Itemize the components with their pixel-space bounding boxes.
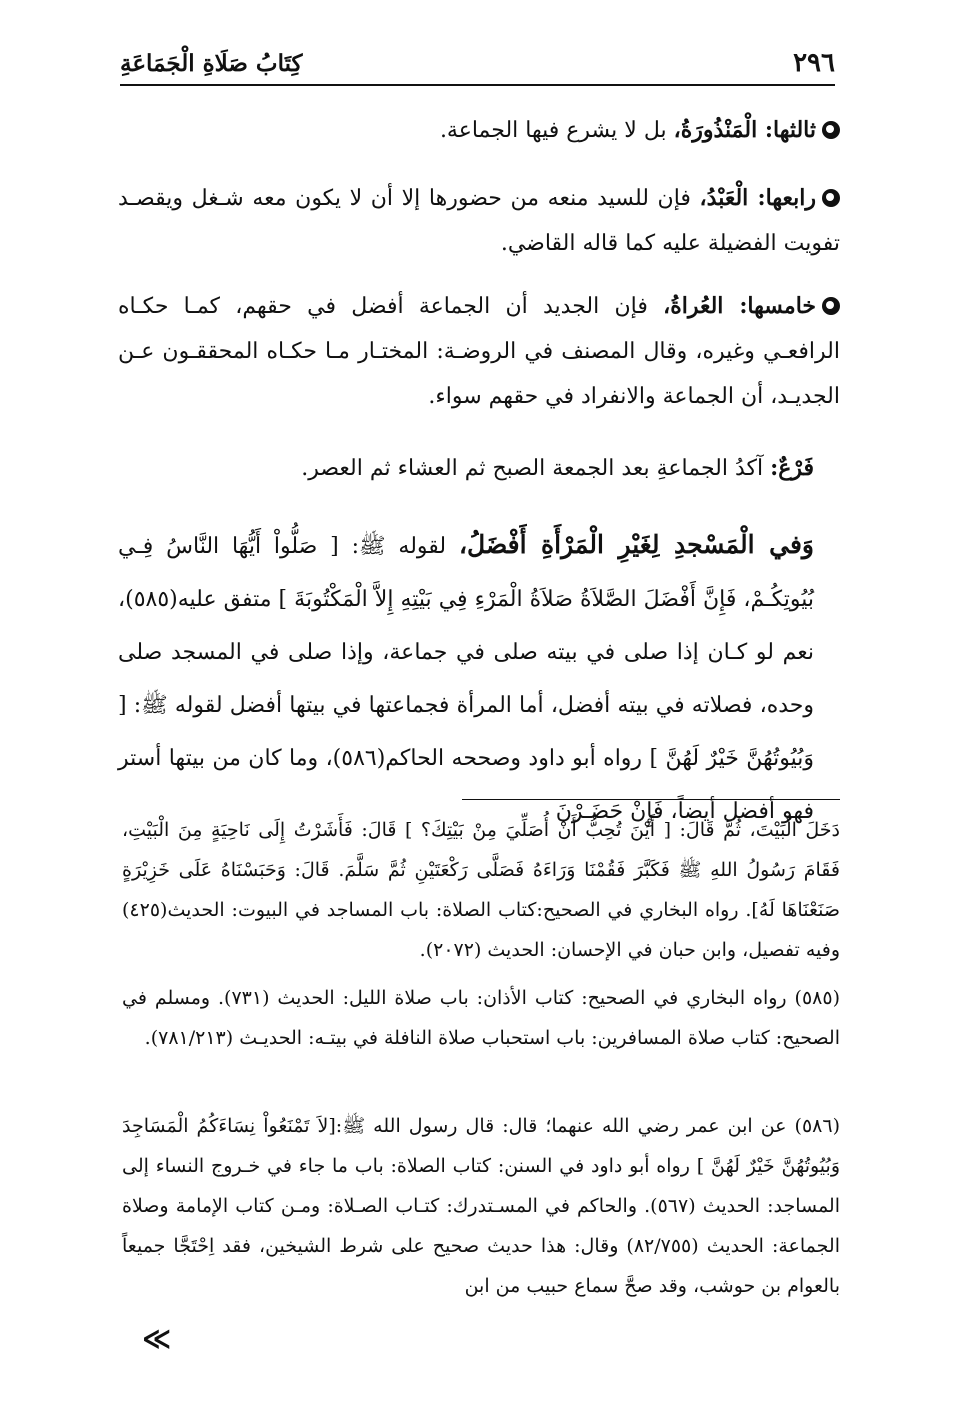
branch-text: آكدُ الجماعةِ بعد الجمعة الصبح ثم العشاء ثم العصر.: [301, 456, 771, 481]
header-rule: [120, 84, 835, 86]
item-label: خامسها: العُراةُ،: [663, 293, 816, 319]
paragraph-item-5: [118, 284, 840, 419]
footnote-585: (٥٨٥) رواه البخاري في الصحيح: كتاب الأذان: باب صلاة الليل: الحديث (٧٣١). ومسلم في الصحيح: كتاب صلاة المسافرين: باب استحباب صلاة النافلة في بيتـه: الحديـث (٧٨١/٢١٣).: [122, 987, 840, 1049]
item-label: رابعها: الْعَبْدُ،: [699, 185, 816, 211]
branch-label: فَرْعٌ:: [770, 455, 814, 481]
page-number: ٢٩٦: [793, 48, 835, 78]
paragraph-branch: [118, 446, 840, 491]
continuation-arrow-icon: ≪: [142, 1322, 172, 1355]
footnote-continued: دَخَلَ الْبَيْتَ، ثُمَّ قَالَ: [ أَيْنَ تُحِبُّ أَنْ أُصَلِّيَ مِنْ بَيْتِكَ؟ ] قَالَ: فَأَشَرْتُ إِلَى نَاحِيَةٍ مِنَ الْبَيْتِ، فَقَامَ رَسُولُ اللهِ ﷺ فَكَبَّرَ فَقُمْنَا وَرَاءَهُ فَصَلَّى رَكْعَتَيْنِ ثُمَّ سَلَّمَ. قَالَ: وَحَبَسْنَاهُ عَلَى خَزِيْرَةٍ صَنَعْنَاهَا لَهُ]. رواه البخاري في الصحيح:كتاب الصلاة: باب المساجد في البيوت: الحديث(٤٢٥) وفيه تفصيل، وابن حبان في الإحسان: الحديث (٢٠٧٢).: [122, 819, 840, 961]
item-text: فإن للسيد منعه من حضورها إلا أن لا يكون معه شـغل ويقصـد تفويت الفضيلة عليه كما قاله القاضي.: [118, 186, 840, 256]
paragraph-item-3: [118, 108, 840, 153]
bullet-icon: [822, 121, 840, 139]
paragraph-item-4: [118, 176, 840, 266]
footnote-divider: [462, 799, 840, 800]
bullet-icon: [822, 297, 840, 315]
item-text: فإن الجديد أن الجماعة أفضل في حقهم، كمـا حكـاه الرافعـي وغيره، وقال المصنف في الروضـة: المختـار مـا حكـاه المحققـون عـن الجديـد، أن الجماعة والانفراد في حقهم سواء.: [118, 294, 840, 409]
item-label: ثالثها: الْمَنْذُورَةُ،: [673, 117, 816, 143]
main-text: لقوله ﷺ: [ صَلُّواْ أَيُّهَا النَّاسُ فِـي بُيُوتِكُـمْ، فَإِنَّ أَفْضَلَ الصَّلاَةُ صَلاَةُ الْمَرْءِ فِي بَيْتِهِ إِلاَّ الْمَكْتُوبَةَ ] متفق عليه(٥٨٥)، نعم لو كـان إذا صلى في بيته صلى في جماعة، وإذا صلى في المسجد صلى وحده، فصلاته في بيته أفضل، أما المرأة فجماعتها في بيتها أفضل لقوله ﷺ: [ وَبُيُوتُهُنَّ خَيْرٌ لَهُنَّ ] رواه أبو داود وصححه الحاكم(٥٨٦)، وما كان من بيتها أستر فهو أفضل أيضاً، فَإِنْ حَضَـرْنَ: [118, 534, 815, 824]
running-title: كِتَابُ صَلَاةِ الْجَمَاعَةِ: [120, 50, 303, 77]
main-heading: وَفي الْمَسْجدِ لِغَيْرِ الْمَرْأَةِ أَفْضَلُ،: [458, 530, 814, 559]
footnote-586: (٥٨٦) عن ابن عمر رضي الله عنهما؛ قال: قال رسول الله ﷺ:[لاَ تَمْنَعُواْ نِسَاءَكُمُ الْمَسَاجِدَ وَبُيُوتُهُنَّ خَيْرٌ لَهُنَّ ] رواه أبو داود في السنن: كتاب الصلاة: باب ما جاء في خـروج النساء إلى المساجد: الحديث (٥٦٧). والحاكم في المسـتدرك: كتـاب الصـلاة: ومـن كتاب الإمامة وصلاة الجماعة: الحديث (٨٢/٧٥٥) وقال: هذا حديث صحيح على شرط الشيخين، فقد اِحْتَجَّا جميعاً بالعوام بن حوشب، وقد صحَّ سماع حبيب من ابن: [122, 1115, 840, 1297]
item-text: بل لا يشرع فيها الجماعة.: [439, 118, 674, 143]
paragraph-main: [118, 518, 840, 838]
page-header: [120, 48, 835, 88]
bullet-icon: [822, 189, 840, 207]
